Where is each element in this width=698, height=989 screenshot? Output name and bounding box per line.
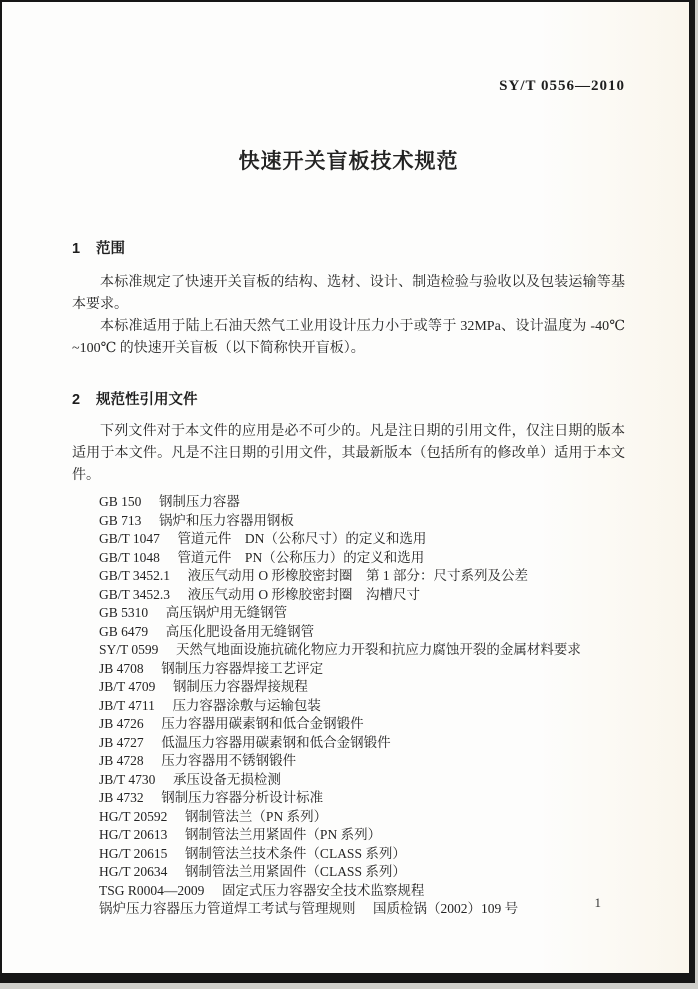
reference-code: GB 5310 (99, 605, 149, 620)
reference-title: 钢制压力容器焊接规程 (172, 679, 308, 694)
section-1-paragraph: 本标准适用于陆上石油天然气工业用设计压力小于或等于 32MPa、设计温度为 -40℃ ~100℃ 的快速开关盲板（以下简称快开盲板）。 (72, 319, 625, 356)
reference-code: 锅炉压力容器压力管道焊工考试与管理规则 (99, 901, 356, 916)
section-2-number: 2 (72, 392, 81, 408)
reference-code: TSG R0004—2009 (99, 882, 205, 898)
reference-item (99, 789, 625, 808)
reference-item (99, 512, 625, 531)
reference-item (99, 549, 625, 568)
reference-code: GB 150 (99, 494, 142, 509)
reference-item (99, 493, 625, 512)
section-1-paragraph: 本标准规定了快速开关盲板的结构、选材、设计、制造检验与验收以及包装运输等基本要求。 (72, 275, 625, 312)
reference-title: 固定式压力容器安全技术监察规程 (221, 882, 425, 898)
reference-item (99, 734, 625, 753)
reference-title: 压力容器用碳素钢和低合金钢锻件 (161, 716, 364, 731)
reference-title: 管道元件 DN（公称尺寸）的定义和选用 (177, 531, 427, 546)
reference-item (99, 604, 625, 623)
reference-title: 钢制管法兰用紧固件（PN 系列） (184, 827, 382, 842)
reference-title: 压力容器涂敷与运输包装 (172, 697, 321, 713)
reference-code: GB/T 3452.1 (99, 568, 171, 583)
reference-title: 钢制压力容器焊接工艺评定 (161, 660, 324, 676)
reference-item (99, 530, 625, 549)
reference-code: JB/T 4709 (99, 679, 156, 694)
reference-code: HG/T 20613 (99, 827, 168, 842)
reference-title: 低温压力容器用碳素钢和低合金钢锻件 (161, 734, 391, 750)
section-1-heading (72, 237, 625, 258)
reference-item (99, 826, 625, 845)
section-1-title: 范围 (96, 241, 125, 257)
reference-list (99, 493, 625, 919)
reference-title: 管道元件 PN（公称压力）的定义和选用 (177, 549, 425, 565)
standard-code-header: SY/T 0556—2010 (499, 78, 625, 94)
reference-code: JB 4728 (99, 753, 144, 768)
reference-title: 承压设备无损检测 (172, 771, 281, 787)
reference-code: GB 713 (99, 512, 142, 528)
reference-code: HG/T 20634 (99, 864, 168, 879)
section-2-title: 规范性引用文件 (96, 392, 198, 408)
reference-code: JB/T 4711 (99, 697, 155, 713)
reference-item (99, 808, 625, 827)
reference-item (99, 863, 625, 882)
reference-code: JB/T 4730 (99, 771, 156, 787)
reference-title: 钢制压力容器 (158, 494, 240, 509)
page-number: 1 (594, 895, 601, 910)
reference-item (99, 660, 625, 679)
reference-title: 天然气地面设施抗硫化物应力开裂和抗应力腐蚀开裂的金属材料要求 (175, 642, 581, 657)
reference-code: GB/T 3452.3 (99, 586, 171, 602)
reference-code: JB 4726 (99, 716, 144, 731)
reference-item (99, 567, 625, 586)
reference-code: HG/T 20615 (99, 845, 168, 861)
reference-item (99, 697, 625, 716)
reference-title: 钢制管法兰用紧固件（CLASS 系列） (184, 864, 406, 879)
reference-title: 液压气动用 O 形橡胶密封圈 第 1 部分：尺寸系列及公差 (187, 568, 529, 583)
reference-item (99, 752, 625, 771)
reference-item (99, 678, 625, 697)
reference-code: GB/T 1048 (99, 549, 160, 565)
reference-title: 压力容器用不锈钢锻件 (161, 753, 297, 768)
section-1-number: 1 (72, 241, 81, 257)
reference-item (99, 900, 625, 919)
reference-code: GB/T 1047 (99, 531, 160, 546)
reference-item (99, 882, 625, 901)
section-2-intro-paragraph: 下列文件对于本文件的应用是必不可少的。凡是注日期的引用文件，仅注日期的版本适用于本文件。凡是不注日期的引用文件，其最新版本（包括所有的修改单）适用于本文件。 (72, 424, 625, 483)
reference-item (99, 623, 625, 642)
reference-code: JB 4732 (99, 790, 144, 805)
page-content (2, 2, 689, 973)
reference-title: 高压锅炉用无缝钢管 (165, 605, 288, 620)
reference-title: 钢制管法兰技术条件（CLASS 系列） (184, 845, 406, 861)
reference-title: 钢制压力容器分析设计标准 (161, 790, 324, 805)
reference-title: 钢制管法兰（PN 系列） (184, 808, 328, 824)
reference-code: JB 4708 (99, 660, 144, 676)
reference-title: 国质检锅（2002）109 号 (373, 901, 519, 916)
reference-item (99, 641, 625, 660)
reference-code: GB 6479 (99, 623, 149, 639)
section-2-heading (72, 388, 625, 409)
reference-item (99, 715, 625, 734)
reference-title: 液压气动用 O 形橡胶密封圈 沟槽尺寸 (187, 586, 421, 602)
reference-item (99, 771, 625, 790)
reference-code: SY/T 0599 (99, 642, 159, 657)
reference-code: HG/T 20592 (99, 808, 168, 824)
reference-code: JB 4727 (99, 734, 144, 750)
reference-item (99, 845, 625, 864)
reference-title: 高压化肥设备用无缝钢管 (165, 623, 315, 639)
reference-item (99, 586, 625, 605)
reference-title: 锅炉和压力容器用钢板 (158, 512, 294, 528)
document-title: 快速开关盲板技术规范 (238, 150, 459, 173)
